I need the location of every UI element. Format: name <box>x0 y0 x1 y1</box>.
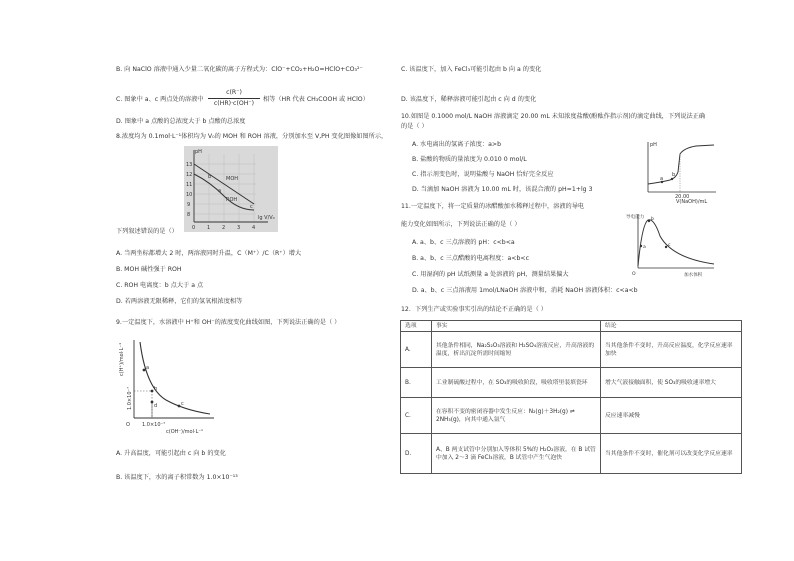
q11-stem-line1: 11.一定温度下，将一定质量的冰醋酸加水稀释过程中，溶液的导电 <box>401 203 585 210</box>
q11-point-b: b <box>651 217 654 222</box>
q11-option-d: D. a、b、c 三点溶液用 1mol/LNaOH 溶液中和，消耗 NaOH 溶液体积：c<a<b <box>412 287 638 294</box>
q9-stem: 9.一定温度下，水溶液中 H⁺和 OH⁻的浓度变化曲线如图，下列说法正确的是（ ） <box>116 319 341 326</box>
q12-table <box>400 320 742 474</box>
q9-ylabel: c(H⁺)/mol·L⁻¹ <box>119 342 125 376</box>
q7-fraction-numerator: c(R⁻) <box>226 89 242 96</box>
table-cell-option: A. <box>401 332 432 368</box>
q10-stem-line2: 的是（ ） <box>401 123 428 130</box>
q9-point-d: d <box>154 403 158 409</box>
q10-point-b: b <box>672 172 676 178</box>
q8-xtick-4: 4 <box>252 225 256 231</box>
q8-ytick-11: 11 <box>186 182 193 188</box>
q11-stem-line2: 能力变化如图所示，下列说法正确的是（ ） <box>401 221 521 228</box>
q8-xtick-3: 3 <box>237 225 241 231</box>
q10-ylabel: pH <box>650 142 657 148</box>
q8-ytick-8: 8 <box>187 212 191 218</box>
q11-conductivity-graph <box>624 208 718 280</box>
q10-curve <box>648 145 714 184</box>
q8-point-c: c <box>250 204 253 210</box>
q10-option-d: D. 当滴加 NaOH 溶液为 10.00 mL 时，该混合液的 pH=1+lg 3 <box>412 186 593 193</box>
q8-ph-graph <box>184 146 278 232</box>
q10-option-a: A. 水电离出的氢离子浓度：a>b <box>412 141 502 148</box>
table-cell-fact: 其他条件相同，Na₂S₂O₃溶液和 H₂SO₄溶液反应，升高溶液的温度，析出沉淀所需时间缩短 <box>432 332 601 368</box>
q9-point-c: c <box>181 401 184 407</box>
q9-point-b: b <box>154 386 158 392</box>
table-cell-option: C. <box>401 398 432 434</box>
table-header-fact: 事实 <box>432 321 601 332</box>
table-row <box>401 434 742 474</box>
q9-curve <box>140 342 210 414</box>
q8-option-c: C. ROH 电离度：b 点大于 a 点 <box>116 282 204 289</box>
q9-origin: O <box>126 422 130 428</box>
q9-option-a: A. 升高温度，可能引起由 c 向 b 的变化 <box>116 450 226 457</box>
q11-ylabel: 导电能力 <box>626 215 645 220</box>
q12-stem: 12．下列生产或实验事实引出的结论不正确的是（ ） <box>401 306 547 313</box>
q8-ytick-10: 10 <box>186 192 193 198</box>
q9-option-c: C. 该温度下，加入 FeCl₃可能引起由 b 向 a 的变化 <box>401 66 542 73</box>
q9-xlabel: c(OH⁻)/mol·L⁻¹ <box>166 429 204 435</box>
q9-xtick: 1.0×10⁻⁷ <box>142 422 166 428</box>
q11-xlabel: 加水体积 <box>684 273 703 278</box>
q10-point-a: a <box>660 176 664 182</box>
table-cell-option: D. <box>401 434 432 474</box>
q10-xlabel: V(NaOH)/mL <box>676 199 708 204</box>
table-cell-conclusion: 当其他条件不变时，升高反应温度，化学反应速率加快 <box>601 332 742 368</box>
table-row <box>401 398 742 434</box>
q9-ytick: 1.0×10⁻⁷ <box>127 386 133 410</box>
q8-xtick-0: 0 <box>192 225 196 231</box>
q8-option-b: B. MOH 碱性强于 ROH <box>116 266 182 273</box>
q9-water-ion-graph <box>114 336 220 436</box>
q8-ytick-13: 13 <box>186 162 193 168</box>
table-cell-fact: 工业制硫酸过程中，在 SO₃的吸收阶段，吸收塔里装填瓷环 <box>432 368 601 398</box>
table-cell-option: B. <box>401 368 432 398</box>
q8-option-a: A. 当两坐标都增大 2 时，两溶液同时升温，C（M⁺）/C（R⁺）增大 <box>116 250 302 257</box>
q8-ytick-12: 12 <box>186 172 193 178</box>
table-row <box>401 332 742 368</box>
q8-option-d: D. 若两溶液无限稀释，它们的氢氧根浓度相等 <box>116 298 243 305</box>
table-header-row <box>401 321 742 332</box>
q7-option-c-suffix: 相等（HR 代表 CH₃COOH 或 HClO） <box>263 96 369 103</box>
q10-titration-graph <box>640 138 720 204</box>
table-header-conclusion: 结论 <box>601 321 742 332</box>
q11-origin: O <box>632 272 636 277</box>
q9-point-a: a <box>146 365 150 371</box>
q8-label-roh: ROH <box>226 197 238 203</box>
q10-stem-line1: 10.如图是 0.1000 mol/L NaOH 溶液滴定 20.00 mL 未知浓度盐酸(酚酞作指示剂)的滴定曲线，下列说法正确 <box>401 113 706 120</box>
q9-option-b: B. 该温度下，水的离子积常数为 1.0×10⁻¹³ <box>116 474 238 481</box>
q7-option-c-prefix: C. 图象中 a、c 两点处的溶液中 <box>116 96 204 103</box>
q10-option-b: B. 盐酸的物质的量浓度为 0.010 0 mol/L <box>412 156 527 163</box>
q8-point-b: b <box>208 174 212 180</box>
q11-option-a: A. a、b、c 三点溶液的 pH：c<b<a <box>412 239 515 246</box>
q10-option-c: C. 指示剂变色时，说明盐酸与 NaOH 恰好完全反应 <box>412 171 554 178</box>
table-cell-fact: A、B 两支试管中分别加入等体积 5%的 H₂O₂溶液，在 B 试管中加入 2～3 滴 FeCl₃溶液，B 试管中产生气泡快 <box>432 434 601 474</box>
q11-option-b: B. a、b、c 三点醋酸的电离程度：a<b<c <box>412 255 530 262</box>
q7-option-b: B. 向 NaClO 溶液中通入少量二氧化碳的离子方程式为：ClO⁻+CO₂+H₂O=HClO+CO₃²⁻ <box>116 66 363 73</box>
table-header-option: 选项 <box>401 321 432 332</box>
q8-lead: 下列叙述错误的是（） <box>116 228 178 235</box>
q11-point-c: c <box>668 243 671 248</box>
q8-xtick-2: 2 <box>222 225 226 231</box>
table-cell-conclusion: 反应速率减慢 <box>601 398 742 434</box>
q8-point-a: a <box>218 188 222 194</box>
table-cell-conclusion: 当其他条件不变时，催化剂可以改变化学反应速率 <box>601 434 742 474</box>
q8-ytick-9: 9 <box>187 202 191 208</box>
q11-curve <box>638 220 714 266</box>
q8-label-moh: MOH <box>226 176 239 182</box>
table-row <box>401 368 742 398</box>
q9-option-d: D. 该温度下，稀释溶液可能引起由 c 向 d 的变化 <box>401 96 537 103</box>
q8-xlabel: lg V/V₀ <box>258 215 275 221</box>
q8-ylabel: pH <box>195 149 202 155</box>
q7-option-d: D. 图象中 a 点酸的总浓度大于 b 点酸的总浓度 <box>116 118 246 125</box>
q10-xtick: 20.00 <box>675 194 690 200</box>
q7-fraction-denominator: c(HR)·c(OH⁻) <box>213 100 255 107</box>
table-cell-conclusion: 增大气液接触面积，使 SO₃的吸收速率增大 <box>601 368 742 398</box>
q7-fraction-bar <box>208 98 260 99</box>
q11-option-c: C. 用湿润的 pH 试纸测量 a 处溶液的 pH，测量结果偏大 <box>412 271 569 278</box>
q8-xtick-1: 1 <box>207 225 211 231</box>
q8-stem: 8.浓度均为 0.1mol·L⁻¹体积均为 V₀的 MOH 和 ROH 溶液，分别加水至 V,PH 变化图像如图所示， <box>116 133 388 140</box>
table-cell-fact: 在容积不变的密闭容器中发生反应：N₂(g)＋3H₂(g) ⇌ 2NH₃(g)，向其中通入氩气 <box>432 398 601 434</box>
q11-point-a: a <box>643 245 646 250</box>
